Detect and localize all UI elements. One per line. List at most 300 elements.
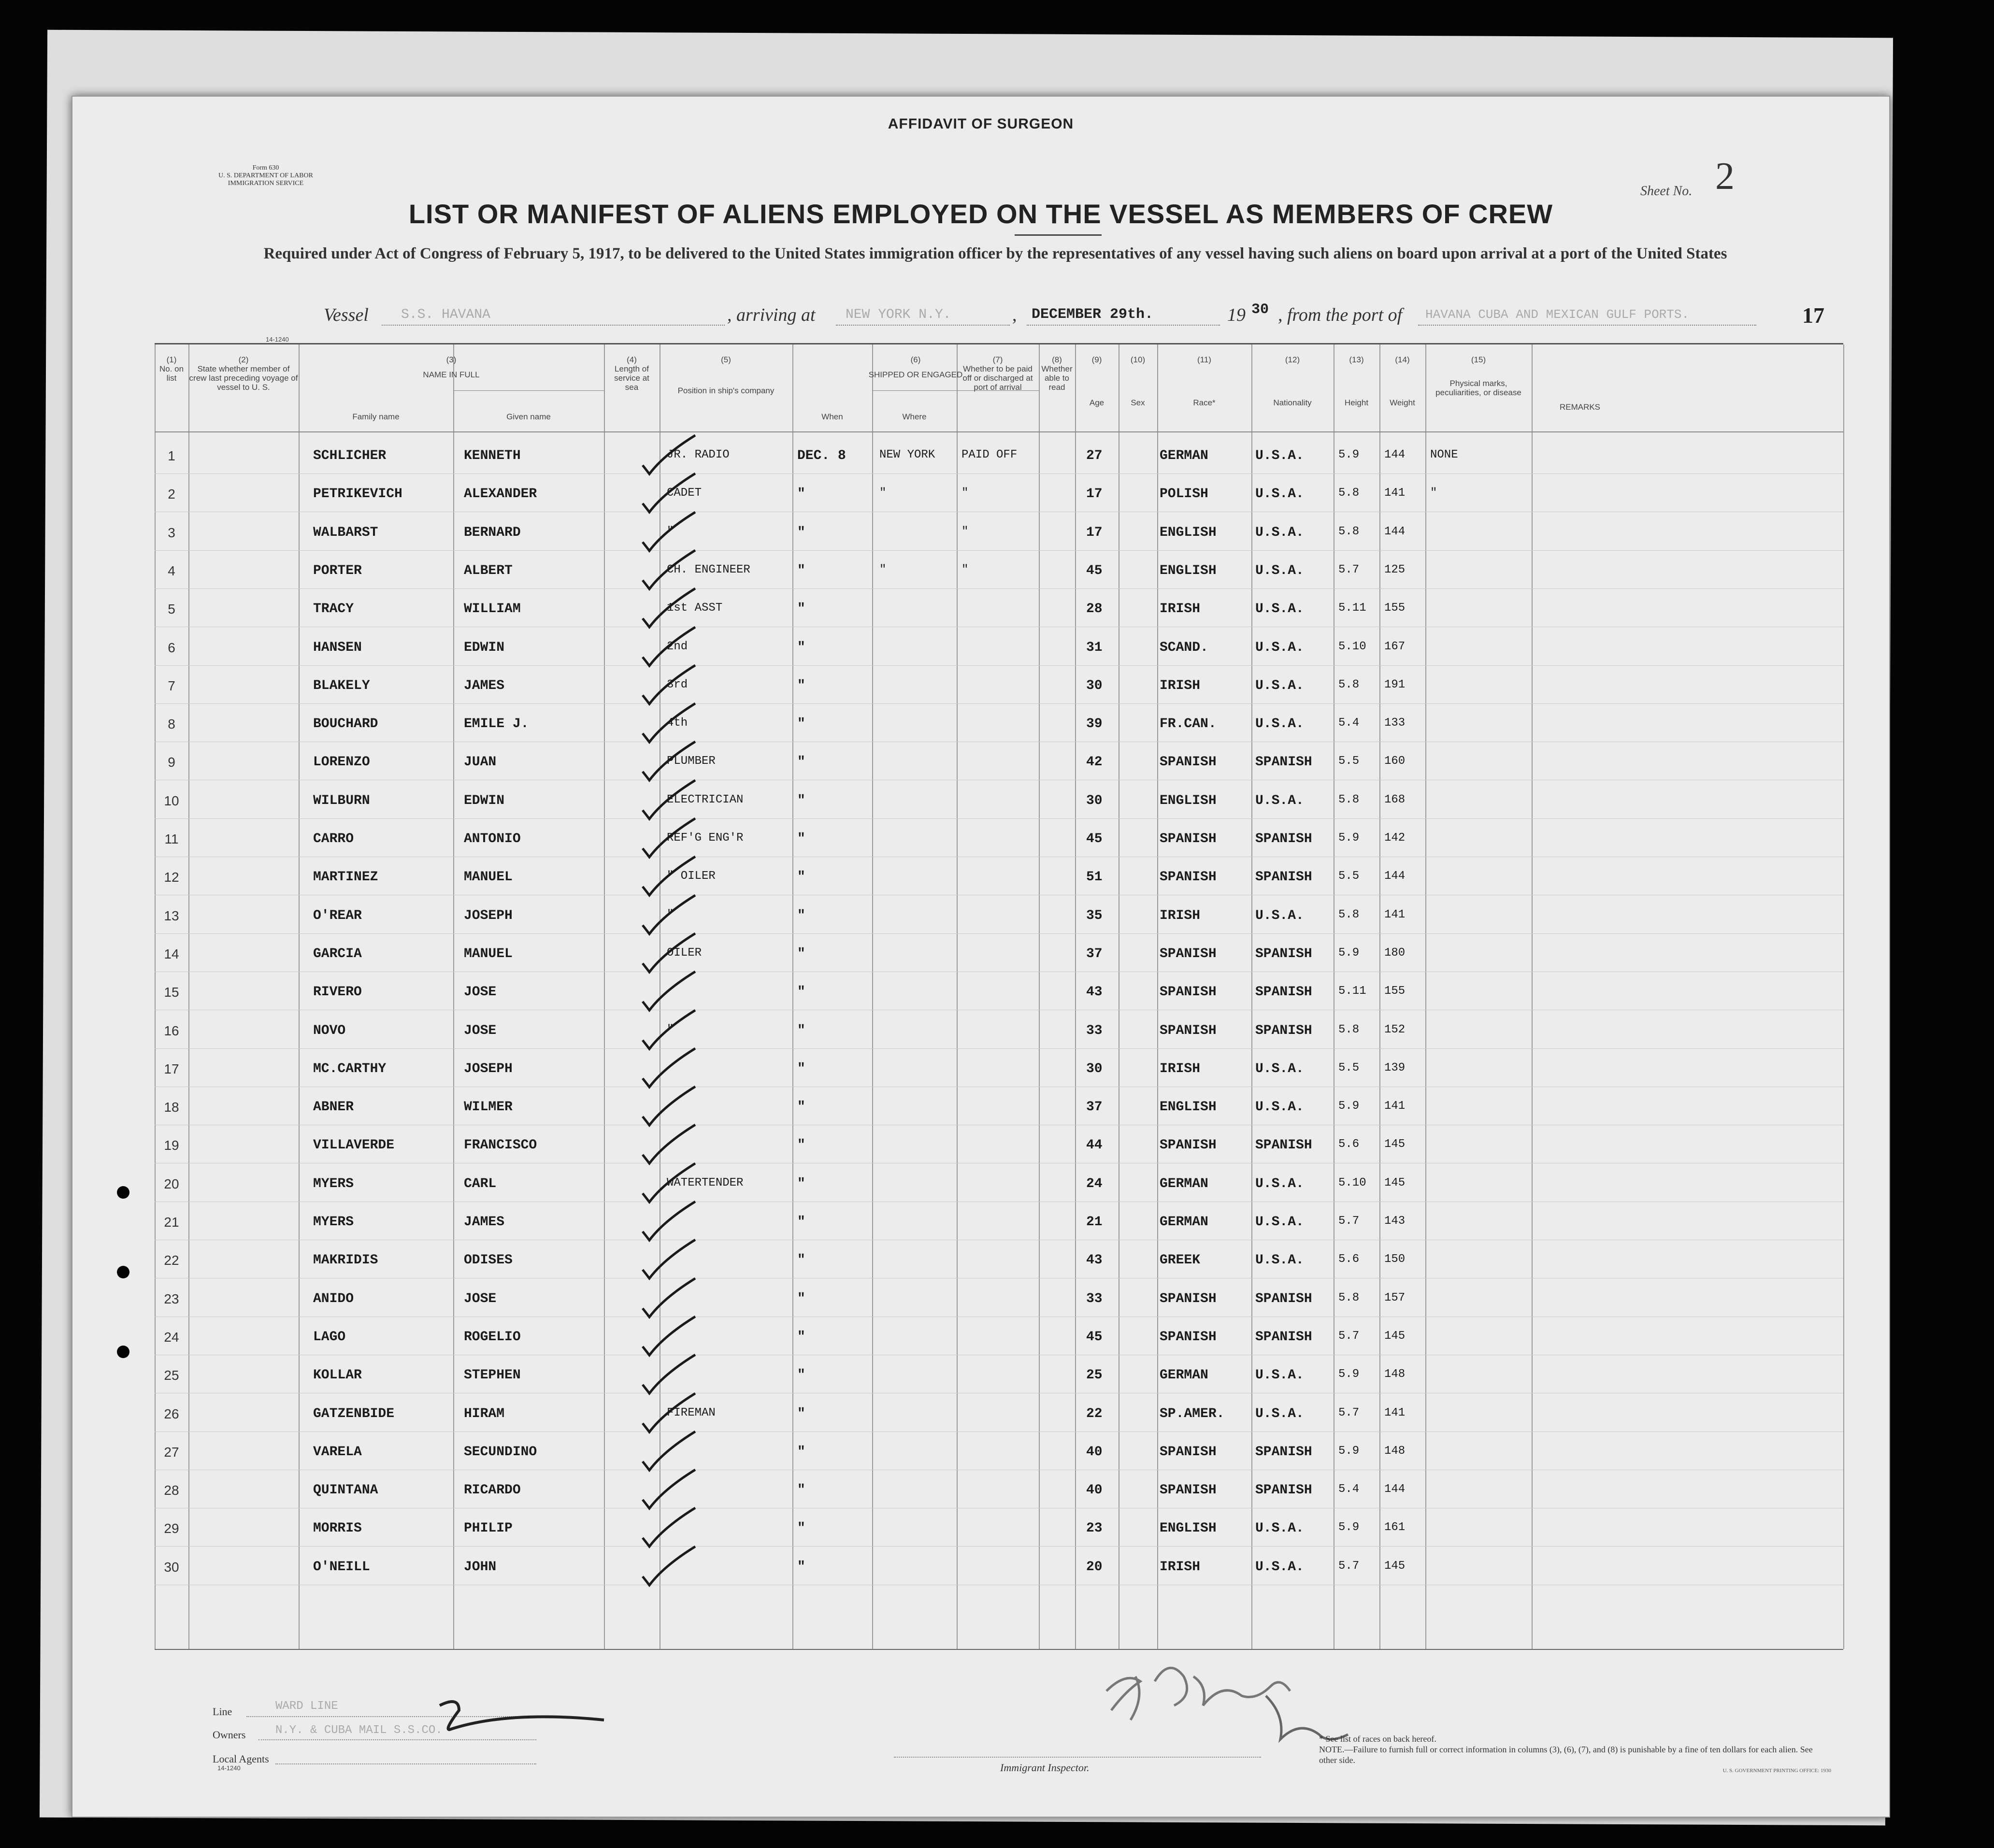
shipped-when: "	[797, 1406, 805, 1421]
row-number: 25	[164, 1368, 179, 1383]
from-value: HAVANA CUBA AND MEXICAN GULF PORTS.	[1425, 307, 1690, 322]
family-name: MAKRIDIS	[313, 1253, 378, 1268]
year-prefix: 19	[1227, 305, 1246, 325]
family-name: VILLAVERDE	[313, 1138, 395, 1153]
race: SPANISH	[1160, 831, 1217, 846]
line-label: Line	[213, 1705, 232, 1718]
age: 31	[1086, 640, 1103, 655]
given-name: FRANCISCO	[464, 1138, 537, 1153]
shipped-where: NEW YORK	[879, 448, 935, 461]
position: " OILER	[667, 870, 716, 883]
row-number: 1	[168, 448, 175, 463]
weight: 150	[1384, 1253, 1406, 1266]
row-number: 3	[168, 525, 175, 540]
nationality: U.S.A.	[1255, 678, 1304, 693]
height: 5.8	[1338, 525, 1360, 538]
col-rule	[1425, 344, 1426, 1649]
line-mark	[430, 1691, 614, 1734]
weight: 125	[1384, 563, 1406, 576]
weight: 142	[1384, 831, 1406, 845]
race: SPANISH	[1160, 1444, 1217, 1460]
nationality: U.S.A.	[1255, 716, 1304, 732]
height: 5.6	[1338, 1253, 1360, 1266]
height: 5.5	[1338, 1061, 1360, 1074]
position: 2nd	[667, 640, 688, 653]
affidavit-heading: AFFIDAVIT OF SURGEON	[888, 116, 1074, 132]
family-name: TRACY	[313, 602, 354, 617]
vessel-value: S.S. HAVANA	[401, 307, 490, 322]
col-rule	[188, 344, 189, 1649]
given-name: JOSE	[464, 1291, 497, 1306]
position: CH. ENGINEER	[667, 563, 750, 576]
row-number: 21	[164, 1215, 179, 1230]
row-number: 8	[168, 716, 175, 732]
physical-marks: "	[1430, 487, 1437, 500]
height: 5.9	[1338, 831, 1360, 845]
shipped-when: "	[797, 793, 805, 808]
height: 5.5	[1338, 870, 1360, 883]
given-name: ALEXANDER	[464, 487, 537, 502]
family-name: QUINTANA	[313, 1483, 378, 1498]
col10-header: (10) Sex	[1130, 355, 1146, 407]
race: SPANISH	[1160, 1023, 1217, 1038]
weight: 144	[1384, 870, 1406, 883]
form-block	[203, 164, 329, 187]
shipped-when: "	[797, 602, 805, 617]
height: 5.9	[1338, 1100, 1360, 1113]
weight: 141	[1384, 487, 1406, 500]
date-value: DECEMBER 29th.	[1032, 306, 1154, 323]
family-name: BOUCHARD	[313, 716, 378, 732]
row-rule	[155, 588, 1843, 589]
shipped-when: "	[797, 1215, 805, 1230]
family-name: PETRIKEVICH	[313, 487, 402, 502]
shipped-when: "	[797, 1329, 805, 1345]
position: "	[667, 1023, 674, 1036]
age: 40	[1086, 1483, 1103, 1498]
shipped-when: "	[797, 1483, 805, 1498]
height: 5.4	[1338, 1483, 1360, 1496]
age: 44	[1086, 1138, 1103, 1153]
inspector-line	[894, 1757, 1261, 1758]
nationality: U.S.A.	[1255, 1406, 1304, 1421]
position: WATERTENDER	[667, 1176, 744, 1189]
row-number: 7	[168, 678, 175, 693]
owners-label: Owners	[213, 1729, 246, 1741]
name-subrule	[453, 390, 604, 391]
given-name: HIRAM	[464, 1406, 505, 1421]
given-name: BERNARD	[464, 525, 521, 540]
weight: 157	[1384, 1291, 1406, 1304]
row-number: 22	[164, 1253, 179, 1268]
row-rule	[155, 1048, 1843, 1049]
age: 28	[1086, 602, 1103, 617]
nationality: U.S.A.	[1255, 1559, 1304, 1575]
height: 5.7	[1338, 1559, 1360, 1573]
col-rule	[1039, 344, 1040, 1649]
row-rule	[155, 1546, 1843, 1547]
row-number: 28	[164, 1483, 179, 1498]
shipped-when: "	[797, 1559, 805, 1575]
age: 20	[1086, 1559, 1103, 1575]
age: 17	[1086, 487, 1103, 502]
col4-header: (4) Length of service at sea	[614, 355, 649, 392]
age: 51	[1086, 870, 1103, 885]
where-header: Where	[902, 412, 927, 421]
nationality: U.S.A.	[1255, 448, 1304, 463]
height: 5.8	[1338, 487, 1360, 500]
weight: 141	[1384, 1406, 1406, 1419]
row-number: 11	[164, 831, 179, 846]
page-title: LIST OR MANIFEST OF ALIENS EMPLOYED ON THE VESSEL AS MEMBERS OF CREW	[408, 199, 1553, 229]
owners-underline	[258, 1739, 536, 1740]
printer-line: U. S. GOVERNMENT PRINTING OFFICE: 1930	[1722, 1768, 1831, 1774]
col5-header: (5) Position in ship's company	[677, 355, 775, 395]
row-number: 27	[164, 1444, 179, 1460]
weight: 148	[1384, 1444, 1406, 1458]
shipped-when: "	[797, 563, 805, 578]
shipped-when: "	[797, 1138, 805, 1153]
weight: 143	[1384, 1215, 1406, 1228]
nationality: SPANISH	[1255, 1138, 1312, 1153]
row-rule	[155, 818, 1843, 819]
age: 43	[1086, 985, 1103, 1000]
family-name: HANSEN	[313, 640, 362, 655]
position: "	[667, 525, 674, 538]
height: 5.7	[1338, 563, 1360, 576]
family-name: NOVO	[313, 1023, 346, 1038]
position: REF'G ENG'R	[667, 831, 744, 845]
row-number: 18	[164, 1100, 179, 1115]
shipped-when: "	[797, 1023, 805, 1038]
given-name: MANUEL	[464, 946, 513, 961]
nationality: SPANISH	[1255, 1329, 1312, 1345]
row-number: 14	[164, 946, 179, 961]
row-number: 30	[164, 1559, 179, 1575]
height: 5.9	[1338, 448, 1360, 461]
height: 5.6	[1338, 1138, 1360, 1151]
family-name: O'REAR	[313, 908, 362, 923]
page-subtitle: Required under Act of Congress of February 5, 1917, to be delivered to the United States immigration officer by the representatives of any vessel having such aliens on board upon arrival at a port of the United States	[263, 245, 1727, 262]
col-rule	[1379, 344, 1380, 1649]
row-number: 23	[164, 1291, 179, 1306]
col15-header: (15) Physical marks, peculiarities, or disease	[1435, 355, 1521, 397]
shipped-where: "	[879, 563, 887, 576]
row-number: 17	[164, 1061, 179, 1076]
weight: 155	[1384, 602, 1406, 615]
age: 23	[1086, 1521, 1103, 1536]
height: 5.9	[1338, 1368, 1360, 1381]
row-rule	[155, 933, 1843, 934]
family-name-header: Family name	[352, 412, 400, 421]
height: 5.11	[1338, 985, 1366, 998]
paid-off: "	[961, 525, 969, 538]
shipped-when: "	[797, 831, 805, 846]
row-number: 16	[164, 1023, 179, 1038]
crew-table	[155, 343, 1843, 1650]
row-number: 13	[164, 908, 179, 923]
col2-header: (2) State whether member of crew last preceding voyage of vessel to U. S.	[189, 355, 298, 392]
footnotes	[1319, 1733, 1831, 1776]
weight: 145	[1384, 1176, 1406, 1189]
race: IRISH	[1160, 1061, 1201, 1076]
race: FR.CAN.	[1160, 716, 1217, 732]
height: 5.8	[1338, 793, 1360, 806]
nationality: U.S.A.	[1255, 1521, 1304, 1536]
nationality: SPANISH	[1255, 985, 1312, 1000]
race: POLISH	[1160, 487, 1208, 502]
shipped-when: "	[797, 1061, 805, 1076]
race: GREEK	[1160, 1253, 1201, 1268]
race: GERMAN	[1160, 1176, 1208, 1191]
height: 5.9	[1338, 1521, 1360, 1534]
col-rule	[792, 344, 793, 1649]
position: JR. RADIO	[667, 448, 730, 461]
col-rule	[453, 344, 454, 1649]
shipped-when: "	[797, 755, 805, 770]
given-name: SECUNDINO	[464, 1444, 537, 1460]
given-name: JAMES	[464, 1215, 505, 1230]
age: 30	[1086, 678, 1103, 693]
arriving-label: , arriving at	[727, 305, 816, 325]
family-name: LAGO	[313, 1329, 346, 1345]
position: ELECTRICIAN	[667, 793, 744, 806]
shipped-when: "	[797, 525, 805, 540]
nationality: U.S.A.	[1255, 1100, 1304, 1115]
title-underline	[1015, 234, 1102, 236]
weight: 180	[1384, 946, 1406, 960]
row-number: 19	[164, 1138, 179, 1153]
race: SPANISH	[1160, 755, 1217, 770]
vessel-row: Vessel S.S. HAVANA , arriving at NEW YORK N.Y. , DECEMBER 29th. 19 30 , from the port of HAVANA CUBA AND MEXICAN GULF PORTS. 17	[324, 301, 1824, 328]
row-rule	[155, 665, 1843, 666]
given-name: ANTONIO	[464, 831, 521, 846]
shipped-when: "	[797, 640, 805, 655]
from-label: , from the port of	[1278, 305, 1403, 325]
weight: 139	[1384, 1061, 1406, 1074]
family-name: BLAKELY	[313, 678, 370, 693]
page-count: 17	[1802, 303, 1824, 328]
given-name: MANUEL	[464, 870, 513, 885]
nationality: U.S.A.	[1255, 1253, 1304, 1268]
nationality: SPANISH	[1255, 1444, 1312, 1460]
age: 42	[1086, 755, 1103, 770]
family-name: MARTINEZ	[313, 870, 378, 885]
family-name: VARELA	[313, 1444, 362, 1460]
family-name: GARCIA	[313, 946, 362, 961]
height: 5.8	[1338, 908, 1360, 921]
shipped-when: "	[797, 908, 805, 923]
col9-header: (9) Age	[1089, 355, 1105, 407]
nationality: U.S.A.	[1255, 602, 1304, 617]
race: ENGLISH	[1160, 1521, 1217, 1536]
col-rule	[299, 344, 300, 1649]
given-name: CARL	[464, 1176, 497, 1191]
age: 17	[1086, 525, 1103, 540]
given-name: JOSEPH	[464, 908, 513, 923]
given-name: ROGELIO	[464, 1329, 521, 1345]
col-rule	[872, 344, 873, 1649]
race: SPANISH	[1160, 1138, 1217, 1153]
vessel-label: Vessel	[324, 305, 369, 325]
family-name: MORRIS	[313, 1521, 362, 1536]
row-rule	[155, 703, 1843, 704]
row-number: 2	[168, 487, 175, 502]
age: 33	[1086, 1023, 1103, 1038]
arriving-value: NEW YORK N.Y.	[846, 307, 951, 322]
manifest-page	[72, 96, 1890, 1818]
weight: 145	[1384, 1138, 1406, 1151]
weight: 167	[1384, 640, 1406, 653]
age: 37	[1086, 1100, 1103, 1115]
weight: 161	[1384, 1521, 1406, 1534]
col3-header: (3) NAME IN FULL	[423, 355, 480, 379]
line-value: WARD LINE	[275, 1700, 338, 1713]
col-rule	[1843, 344, 1844, 1649]
shipped-when: "	[797, 1521, 805, 1536]
weight: 141	[1384, 1100, 1406, 1113]
binding-hole	[117, 1186, 129, 1199]
height: 5.7	[1338, 1329, 1360, 1343]
race: ENGLISH	[1160, 563, 1217, 578]
race: IRISH	[1160, 678, 1201, 693]
age: 27	[1086, 448, 1103, 463]
nationality: U.S.A.	[1255, 1368, 1304, 1383]
binding-hole	[117, 1346, 129, 1358]
family-name: O'NEILL	[313, 1559, 370, 1575]
race: SPANISH	[1160, 870, 1217, 885]
paid-off: "	[961, 563, 969, 576]
height: 5.8	[1338, 1023, 1360, 1036]
given-name: JOHN	[464, 1559, 497, 1575]
age: 45	[1086, 1329, 1103, 1345]
weight: 152	[1384, 1023, 1406, 1036]
family-name: RIVERO	[313, 985, 362, 1000]
age: 35	[1086, 908, 1103, 923]
row-number: 4	[168, 563, 175, 578]
given-name: ALBERT	[464, 563, 513, 578]
age: 25	[1086, 1368, 1103, 1383]
nationality: U.S.A.	[1255, 563, 1304, 578]
family-name: CARRO	[313, 831, 354, 846]
age: 24	[1086, 1176, 1103, 1191]
remarks-header: REMARKS	[1559, 402, 1601, 412]
footnote-note: NOTE.—Failure to furnish full or correct information in columns (3), (6), (7), and (8) is punishable by a fine of ten dollars for each alien. See other side.	[1319, 1745, 1813, 1765]
col11-header: (11) Race*	[1193, 355, 1216, 407]
race: IRISH	[1160, 908, 1201, 923]
race: GERMAN	[1160, 1215, 1208, 1230]
family-name: MYERS	[313, 1176, 354, 1191]
family-name: LORENZO	[313, 755, 370, 770]
agents-underline	[275, 1763, 536, 1764]
given-name: JOSE	[464, 985, 497, 1000]
nationality: SPANISH	[1255, 755, 1312, 770]
race: ENGLISH	[1160, 525, 1217, 540]
family-name: KOLLAR	[313, 1368, 362, 1383]
nationality: U.S.A.	[1255, 908, 1304, 923]
given-name: WILMER	[464, 1100, 513, 1115]
height: 5.9	[1338, 946, 1360, 960]
height: 5.7	[1338, 1215, 1360, 1228]
weight: 144	[1384, 525, 1406, 538]
race: GERMAN	[1160, 1368, 1208, 1383]
position: CADET	[667, 487, 702, 500]
age: 33	[1086, 1291, 1103, 1306]
age: 37	[1086, 946, 1103, 961]
position: 1st ASST	[667, 602, 723, 615]
col1-header: (1) No. on list	[159, 355, 184, 383]
height: 5.8	[1338, 1291, 1360, 1304]
service: IMMIGRATION SERVICE	[228, 180, 304, 187]
binding-hole	[117, 1266, 129, 1278]
shipped-when: "	[797, 1444, 805, 1460]
col8-header: (8) Whether able to read	[1041, 355, 1073, 392]
nationality: SPANISH	[1255, 831, 1312, 846]
race: SPANISH	[1160, 1329, 1217, 1345]
height: 5.10	[1338, 1176, 1366, 1189]
col-rule	[1157, 344, 1158, 1649]
row-number: 5	[168, 602, 175, 617]
position: "	[667, 908, 674, 921]
race: IRISH	[1160, 602, 1201, 617]
family-name: ABNER	[313, 1100, 354, 1115]
shipped-when: "	[797, 1176, 805, 1191]
age: 43	[1086, 1253, 1103, 1268]
form-number: Form 630	[252, 164, 279, 172]
row-number: 24	[164, 1329, 179, 1345]
shipped-when: "	[797, 1253, 805, 1268]
service-checkmark	[638, 1543, 701, 1589]
nationality: SPANISH	[1255, 1483, 1312, 1498]
col14-header: (14) Weight	[1390, 355, 1415, 407]
shipped-when: "	[797, 1368, 805, 1383]
given-name: EDWIN	[464, 640, 505, 655]
given-name: EDWIN	[464, 793, 505, 808]
position: 4th	[667, 716, 688, 730]
age: 45	[1086, 563, 1103, 578]
shipped-when: "	[797, 870, 805, 885]
age: 22	[1086, 1406, 1103, 1421]
form-code: 14-1240	[266, 336, 289, 343]
shipped-when: "	[797, 487, 805, 502]
position: FIREMAN	[667, 1406, 716, 1419]
col13-header: (13) Height	[1344, 355, 1369, 407]
height: 5.5	[1338, 755, 1360, 768]
footnote-races: * See list of races on back hereof.	[1319, 1734, 1436, 1744]
shipped-when: "	[797, 985, 805, 1000]
row-number: 10	[164, 793, 179, 808]
row-number: 6	[168, 640, 175, 655]
nationality: SPANISH	[1255, 946, 1312, 961]
col7-header: (7) Whether to be paid off or discharged at port of arrival	[962, 355, 1033, 392]
position: OILER	[667, 946, 702, 960]
race: SPANISH	[1160, 1483, 1217, 1498]
race: ENGLISH	[1160, 793, 1217, 808]
weight: 144	[1384, 448, 1406, 461]
nationality: SPANISH	[1255, 1291, 1312, 1306]
col12-header: (12) Nationality	[1273, 355, 1312, 407]
agents-label: Local Agents	[213, 1753, 269, 1765]
weight: 155	[1384, 985, 1406, 998]
race: IRISH	[1160, 1559, 1201, 1575]
col-rule	[1075, 344, 1076, 1649]
year-value: 30	[1251, 301, 1269, 318]
row-number: 29	[164, 1521, 179, 1536]
row-rule	[155, 473, 1843, 474]
owners-value: N.Y. & CUBA MAIL S.S.CO.	[275, 1724, 443, 1737]
shipped-when: "	[797, 1291, 805, 1306]
height: 5.9	[1338, 1444, 1360, 1458]
